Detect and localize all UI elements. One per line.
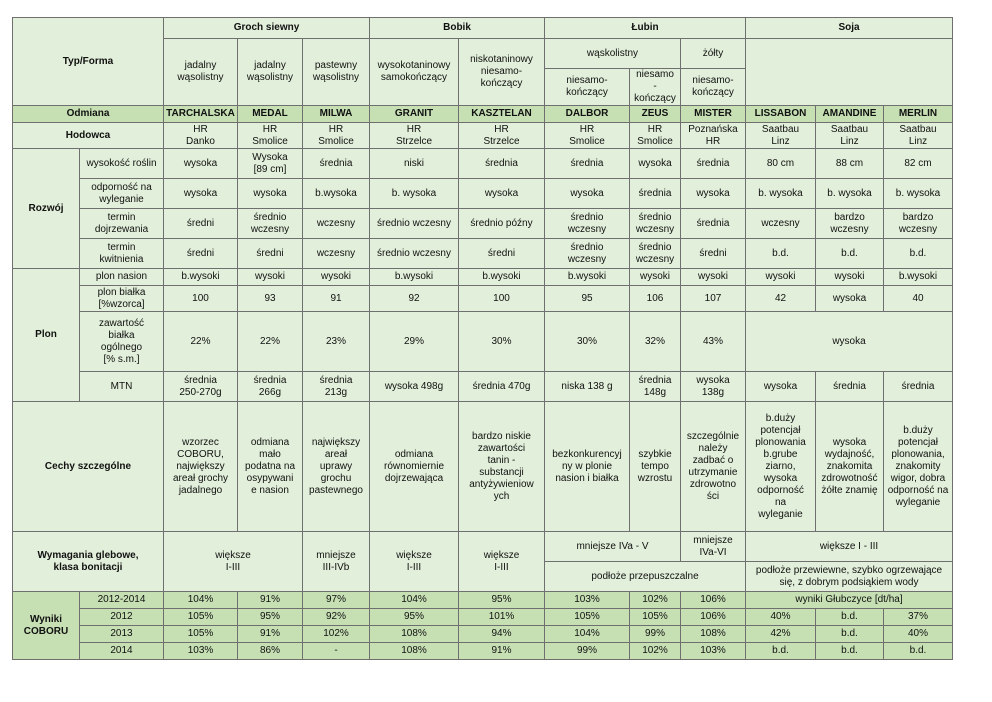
- results-year: 2014: [80, 643, 164, 660]
- development-value: średni: [164, 209, 238, 239]
- development-value: b. wysoka: [746, 179, 816, 209]
- feature-value: wzorzec COBORU, największy areał grochy jadalnego: [164, 402, 238, 532]
- results-value: 106%: [681, 592, 746, 609]
- yield-mtn-value: średnia 213g: [303, 372, 370, 402]
- results-soy-note: wyniki Głubczyce [dt/ha]: [746, 592, 953, 609]
- soil-pea-jadalny: większe I-III: [164, 532, 303, 592]
- variety-name: MILWA: [303, 106, 370, 123]
- yield-seed-value: wysoki: [303, 269, 370, 286]
- results-value: 92%: [303, 609, 370, 626]
- results-year: 2013: [80, 626, 164, 643]
- results-value: -: [303, 643, 370, 660]
- yield-content-value: 22%: [164, 312, 238, 372]
- table-row: [13, 312, 953, 372]
- soil-soy-note: podłoże przewiewne, szybko ogrzewające się, z dobrym podsiąkiem wody: [746, 562, 953, 592]
- breeder-value: HR Strzelce: [459, 123, 545, 149]
- feature-value: bardzo niskie zawartości tanin - substancji antyżywieniow ych: [459, 402, 545, 532]
- development-value: wczesny: [303, 239, 370, 269]
- results-value: 104%: [545, 626, 630, 643]
- yield-label: Plon: [13, 269, 80, 402]
- yield-protein-value: 91: [303, 286, 370, 312]
- yield-seed-value: b.wysoki: [164, 269, 238, 286]
- variety-name: MEDAL: [238, 106, 303, 123]
- results-value: 91%: [238, 626, 303, 643]
- yield-protein-value: 100: [459, 286, 545, 312]
- feature-value: b.duży potencjał plonowania, znakomity wigor, dobra odporność na wyleganie: [884, 402, 953, 532]
- development-value: średnia: [459, 149, 545, 179]
- yield-protein-value: 100: [164, 286, 238, 312]
- breeder-value: Saatbau Linz: [884, 123, 953, 149]
- table-row: [13, 269, 953, 286]
- results-year: 2012-2014: [80, 592, 164, 609]
- results-value: 103%: [681, 643, 746, 660]
- development-value: 88 cm: [816, 149, 884, 179]
- results-value: 103%: [164, 643, 238, 660]
- yield-protein-value: wysoka: [816, 286, 884, 312]
- results-value: 108%: [681, 626, 746, 643]
- development-value: wysoka: [545, 179, 630, 209]
- yield-mtn-value: średnia 470g: [459, 372, 545, 402]
- development-value: średni: [164, 239, 238, 269]
- development-value: średnio wczesny: [370, 239, 459, 269]
- yield-seed-value: b.wysoki: [370, 269, 459, 286]
- breeder-value: Saatbau Linz: [816, 123, 884, 149]
- results-value: b.d.: [816, 643, 884, 660]
- results-value: 102%: [630, 643, 681, 660]
- variety-label: Odmiana: [13, 106, 164, 123]
- table-row: [13, 592, 953, 609]
- yield-content-value: 22%: [238, 312, 303, 372]
- yield-content-value: 32%: [630, 312, 681, 372]
- results-value: 103%: [545, 592, 630, 609]
- results-value: 108%: [370, 626, 459, 643]
- form-cell: niesamo- kończący: [681, 69, 746, 106]
- results-value: b.d.: [746, 643, 816, 660]
- form-cell: wysokotaninowy samokończący: [370, 39, 459, 106]
- yield-protein-value: 95: [545, 286, 630, 312]
- results-value: 99%: [630, 626, 681, 643]
- results-label: Wyniki COBORU: [13, 592, 80, 660]
- yield-mtn-value: średnia 266g: [238, 372, 303, 402]
- header-typ-forma: Typ/Forma: [13, 18, 164, 106]
- yield-content-value: 23%: [303, 312, 370, 372]
- variety-comparison-table: [12, 17, 953, 660]
- yield-mtn-value: średnia 250-270g: [164, 372, 238, 402]
- yield-protein-value: 106: [630, 286, 681, 312]
- feature-value: wysoka wydajność, znakomita zdrowotność żółte znamię: [816, 402, 884, 532]
- development-value: b. wysoka: [816, 179, 884, 209]
- results-year: 2012: [80, 609, 164, 626]
- development-value: średnio wczesny: [630, 209, 681, 239]
- form-cell: niesamo- kończący: [545, 69, 630, 106]
- development-value: wysoka: [238, 179, 303, 209]
- yield-mtn-value: średnia 148g: [630, 372, 681, 402]
- development-value: wczesny: [303, 209, 370, 239]
- development-value: średnia: [681, 209, 746, 239]
- results-value: 106%: [681, 609, 746, 626]
- results-value: 101%: [459, 609, 545, 626]
- yield-mtn-label: MTN: [80, 372, 164, 402]
- development-value: średni: [238, 239, 303, 269]
- development-value: średnio wczesny: [238, 209, 303, 239]
- variety-name: TARCHALSKA: [164, 106, 238, 123]
- yield-mtn-value: niska 138 g: [545, 372, 630, 402]
- development-row-label: termin kwitnienia: [80, 239, 164, 269]
- results-value: 108%: [370, 643, 459, 660]
- soil-pea-pastewny: mniejsze III-IVb: [303, 532, 370, 592]
- table-row: [13, 123, 953, 149]
- results-value: 104%: [164, 592, 238, 609]
- development-row-label: odporność na wyleganie: [80, 179, 164, 209]
- variety-name: AMANDINE: [816, 106, 884, 123]
- results-value: 37%: [884, 609, 953, 626]
- variety-name: MISTER: [681, 106, 746, 123]
- variety-name: LISSABON: [746, 106, 816, 123]
- form-cell: pastewny wąsolistny: [303, 39, 370, 106]
- breeder-value: HR Danko: [164, 123, 238, 149]
- yield-protein-value: 42: [746, 286, 816, 312]
- yield-protein-value: 40: [884, 286, 953, 312]
- development-row-label: termin dojrzewania: [80, 209, 164, 239]
- soil-soy: większe I - III: [746, 532, 953, 562]
- development-value: b.wysoka: [303, 179, 370, 209]
- results-value: b.d.: [816, 626, 884, 643]
- development-value: wysoka: [630, 149, 681, 179]
- table-row: [13, 532, 953, 562]
- development-value: niski: [370, 149, 459, 179]
- group-soja: Soja: [746, 18, 953, 39]
- feature-value: odmiana równomiernie dojrzewająca: [370, 402, 459, 532]
- results-value: 86%: [238, 643, 303, 660]
- development-value: b.d.: [816, 239, 884, 269]
- development-value: wczesny: [746, 209, 816, 239]
- results-value: 40%: [884, 626, 953, 643]
- yield-mtn-value: wysoka 138g: [681, 372, 746, 402]
- results-value: 105%: [545, 609, 630, 626]
- yield-protein-value: 107: [681, 286, 746, 312]
- breeder-label: Hodowca: [13, 123, 164, 149]
- yield-seed-value: wysoki: [681, 269, 746, 286]
- breeder-value: HR Smolice: [303, 123, 370, 149]
- variety-name: GRANIT: [370, 106, 459, 123]
- results-value: 97%: [303, 592, 370, 609]
- development-value: wysoka: [164, 179, 238, 209]
- results-value: 95%: [459, 592, 545, 609]
- table-row: [13, 106, 953, 123]
- development-value: średni: [459, 239, 545, 269]
- table-row: [13, 609, 953, 626]
- table-row: [13, 643, 953, 660]
- development-value: b.d.: [746, 239, 816, 269]
- feature-value: szczególnie należy zadbać o utrzymanie zdrowotno ści: [681, 402, 746, 532]
- development-value: średnio wczesny: [545, 239, 630, 269]
- soil-lupin-yellow: mniejsze IVa-VI: [681, 532, 746, 562]
- breeder-value: Saatbau Linz: [746, 123, 816, 149]
- development-value: średnio wczesny: [630, 239, 681, 269]
- table-row: [13, 372, 953, 402]
- yield-seed-value: wysoki: [816, 269, 884, 286]
- breeder-value: HR Strzelce: [370, 123, 459, 149]
- development-value: 82 cm: [884, 149, 953, 179]
- results-value: b.d.: [816, 609, 884, 626]
- results-value: b.d.: [884, 643, 953, 660]
- group-groch: Groch siewny: [164, 18, 370, 39]
- results-value: 105%: [630, 609, 681, 626]
- results-value: 91%: [238, 592, 303, 609]
- variety-name: KASZTELAN: [459, 106, 545, 123]
- development-value: b. wysoka: [884, 179, 953, 209]
- table-row: [13, 209, 953, 239]
- development-value: 80 cm: [746, 149, 816, 179]
- development-value: bardzo wczesny: [884, 209, 953, 239]
- development-value: Wysoka [89 cm]: [238, 149, 303, 179]
- table-row: [13, 149, 953, 179]
- feature-value: szybkie tempo wzrostu: [630, 402, 681, 532]
- yield-mtn-value: wysoka 498g: [370, 372, 459, 402]
- variety-name: DALBOR: [545, 106, 630, 123]
- table-row: [13, 18, 953, 39]
- development-value: wysoka: [164, 149, 238, 179]
- results-value: 102%: [630, 592, 681, 609]
- development-value: średni: [681, 239, 746, 269]
- yield-seed-value: b.wysoki: [884, 269, 953, 286]
- feature-value: b.duży potencjał plonowania b.grube ziarno, wysoka odporność na wyleganie: [746, 402, 816, 532]
- yield-protein-value: 92: [370, 286, 459, 312]
- yield-content-value: 30%: [545, 312, 630, 372]
- development-label: Rozwój: [13, 149, 80, 269]
- yield-content-value: 30%: [459, 312, 545, 372]
- yield-seed-value: wysoki: [630, 269, 681, 286]
- development-value: wysoka: [459, 179, 545, 209]
- lupin-type-narrow: wąskolistny: [545, 39, 681, 69]
- features-label: Cechy szczególne: [13, 402, 164, 532]
- group-bobik: Bobik: [370, 18, 545, 39]
- yield-content-value: 43%: [681, 312, 746, 372]
- development-value: średnia: [681, 149, 746, 179]
- development-value: średnio wczesny: [370, 209, 459, 239]
- results-value: 104%: [370, 592, 459, 609]
- results-value: 91%: [459, 643, 545, 660]
- soy-form-empty: [746, 39, 953, 106]
- yield-seed-value: b.wysoki: [545, 269, 630, 286]
- results-value: 95%: [238, 609, 303, 626]
- table-row: [13, 286, 953, 312]
- breeder-value: HR Smolice: [545, 123, 630, 149]
- yield-protein-value: 93: [238, 286, 303, 312]
- breeder-value: HR Smolice: [630, 123, 681, 149]
- development-value: średnia: [630, 179, 681, 209]
- yield-seed-value: wysoki: [238, 269, 303, 286]
- form-cell: jadalny wąsolistny: [238, 39, 303, 106]
- soil-bean-granit: większe I-III: [370, 532, 459, 592]
- table-row: [13, 239, 953, 269]
- feature-value: bezkonkurencyj ny w plonie nasion i białka: [545, 402, 630, 532]
- development-value: wysoka: [681, 179, 746, 209]
- yield-mtn-value: średnia: [884, 372, 953, 402]
- development-value: średnia: [545, 149, 630, 179]
- yield-seed-value: wysoki: [746, 269, 816, 286]
- results-value: 105%: [164, 609, 238, 626]
- yield-content-value: 29%: [370, 312, 459, 372]
- yield-mtn-value: średnia: [816, 372, 884, 402]
- yield-mtn-value: wysoka: [746, 372, 816, 402]
- table-row: [13, 179, 953, 209]
- results-value: 40%: [746, 609, 816, 626]
- results-value: 99%: [545, 643, 630, 660]
- results-value: 105%: [164, 626, 238, 643]
- development-value: średnio późny: [459, 209, 545, 239]
- yield-protein-label: plon białka [%wzorca]: [80, 286, 164, 312]
- soil-lupin-narrow: mniejsze IVa - V: [545, 532, 681, 562]
- soil-lupin-note: podłoże przepuszczalne: [545, 562, 746, 592]
- form-cell: niesamo - kończący: [630, 69, 681, 106]
- breeder-value: HR Smolice: [238, 123, 303, 149]
- development-value: b. wysoka: [370, 179, 459, 209]
- variety-name: MERLIN: [884, 106, 953, 123]
- lupin-type-yellow: żółty: [681, 39, 746, 69]
- table-row: [13, 402, 953, 532]
- yield-content-soy: wysoka: [746, 312, 953, 372]
- group-lubin: Łubin: [545, 18, 746, 39]
- results-value: 95%: [370, 609, 459, 626]
- breeder-value: Poznańska HR: [681, 123, 746, 149]
- soil-label: Wymagania glebowe, klasa bonitacji: [13, 532, 164, 592]
- results-value: 102%: [303, 626, 370, 643]
- development-row-label: wysokość roślin: [80, 149, 164, 179]
- yield-seed-value: b.wysoki: [459, 269, 545, 286]
- development-value: b.d.: [884, 239, 953, 269]
- development-value: bardzo wczesny: [816, 209, 884, 239]
- results-value: 42%: [746, 626, 816, 643]
- soil-bean-kasztelan: większe I-III: [459, 532, 545, 592]
- development-value: średnia: [303, 149, 370, 179]
- feature-value: największy areał uprawy grochu pastewnego: [303, 402, 370, 532]
- results-value: 94%: [459, 626, 545, 643]
- yield-content-label: zawartość białka ogólnego [% s.m.]: [80, 312, 164, 372]
- table-row: [13, 626, 953, 643]
- form-cell: niskotaninowy niesamo- kończący: [459, 39, 545, 106]
- form-cell: jadalny wąsolistny: [164, 39, 238, 106]
- yield-seed-label: plon nasion: [80, 269, 164, 286]
- development-value: średnio wczesny: [545, 209, 630, 239]
- variety-name: ZEUS: [630, 106, 681, 123]
- feature-value: odmiana mało podatna na osypywani e nasion: [238, 402, 303, 532]
